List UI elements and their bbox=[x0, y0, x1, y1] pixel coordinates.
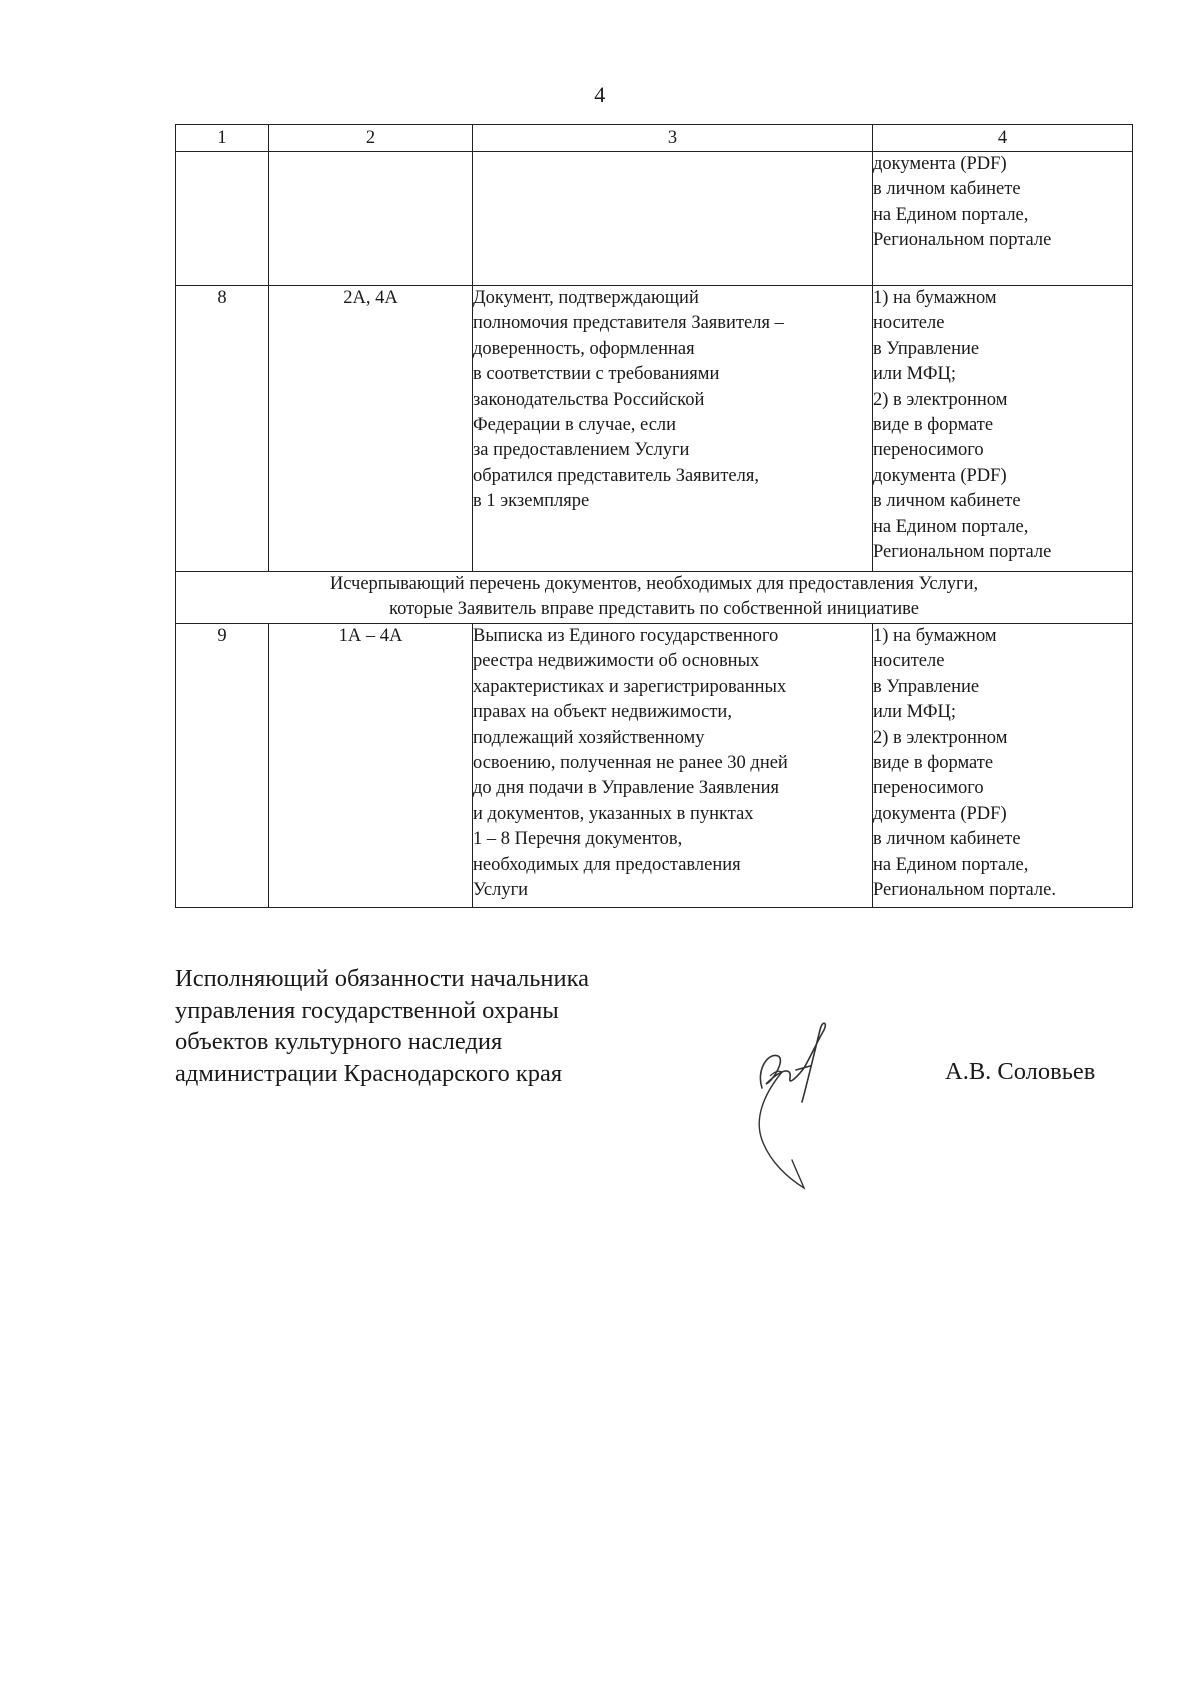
page-number: 4 bbox=[594, 82, 606, 107]
signatory-title-line: управления государственной охраны bbox=[175, 996, 559, 1024]
text-line: подлежащий хозяйственному bbox=[473, 727, 705, 748]
signatory-title-line: Исполняющий обязанности начальника bbox=[175, 965, 589, 992]
text-line: Федерации в случае, если bbox=[473, 415, 677, 436]
text-line: виде в формате bbox=[873, 753, 994, 774]
handwritten-signature bbox=[742, 1010, 862, 1195]
submission-method-cell bbox=[873, 152, 1133, 286]
text-line: реестра недвижимости об основных bbox=[473, 651, 760, 672]
section-header-row bbox=[176, 572, 1133, 624]
text-line: переносимого bbox=[873, 778, 984, 799]
applicant-categories: 1А – 4А bbox=[269, 624, 473, 908]
table-row-8 bbox=[176, 286, 1133, 572]
text-line: 1) на бумажном bbox=[873, 626, 997, 646]
text-line: полномочия представителя Заявителя – bbox=[473, 313, 784, 334]
text-line: до дня подачи в Управление Заявления bbox=[473, 778, 780, 799]
header-col-1: 1 bbox=[176, 125, 269, 152]
row-number: 9 bbox=[176, 624, 269, 908]
text-line: 2) в электронном bbox=[873, 389, 1008, 410]
submission-method-cell bbox=[873, 286, 1133, 572]
header-col-2: 2 bbox=[269, 125, 473, 152]
section-header bbox=[176, 572, 1133, 624]
text-line: в личном кабинете bbox=[873, 491, 1021, 512]
table-header-row bbox=[176, 125, 1133, 152]
header-col-4: 4 bbox=[873, 125, 1133, 152]
text-line: виде в формате bbox=[873, 415, 994, 436]
text-line: Региональном портале. bbox=[873, 880, 1056, 901]
text-line: законодательства Российской bbox=[473, 389, 705, 410]
text-line: или МФЦ; bbox=[873, 702, 956, 723]
text-line: переносимого bbox=[873, 440, 984, 461]
text-line: за предоставлением Услуги bbox=[473, 440, 690, 461]
text-line: в личном кабинете bbox=[873, 829, 1021, 850]
cell-empty bbox=[473, 152, 873, 286]
signatory-title bbox=[175, 963, 589, 1089]
text-line: на Едином портале, bbox=[873, 516, 1029, 537]
submission-method-cell bbox=[873, 624, 1133, 908]
text-line: Региональном портале bbox=[873, 230, 1052, 251]
text-line: в личном кабинете bbox=[873, 179, 1021, 200]
text-line: Документ, подтверждающий bbox=[473, 288, 699, 308]
document-description-cell bbox=[473, 286, 873, 572]
text-line: в Управление bbox=[873, 338, 980, 359]
text-line: характеристиках и зарегистрированных bbox=[473, 676, 787, 697]
text-line: в Управление bbox=[873, 676, 980, 697]
text-line: носителе bbox=[873, 313, 945, 334]
text-line: в 1 экземпляре bbox=[473, 491, 590, 512]
header-col-3: 3 bbox=[473, 125, 873, 152]
text-line: освоению, полученная не ранее 30 дней bbox=[473, 753, 788, 774]
text-line: носителе bbox=[873, 651, 945, 672]
document-description-cell bbox=[473, 624, 873, 908]
table-row-continuation bbox=[176, 152, 1133, 286]
text-line: на Едином портале, bbox=[873, 854, 1029, 875]
documents-table bbox=[175, 124, 1133, 908]
row-number: 8 bbox=[176, 286, 269, 572]
text-line: 2) в электронном bbox=[873, 727, 1008, 748]
text-line: 1) на бумажном bbox=[873, 288, 997, 308]
text-line: и документов, указанных в пунктах bbox=[473, 803, 754, 824]
text-line: Услуги bbox=[473, 880, 529, 901]
text-line: документа (PDF) bbox=[873, 465, 1007, 486]
table-row-9 bbox=[176, 624, 1133, 908]
applicant-categories: 2А, 4А bbox=[269, 286, 473, 572]
text-line: на Едином портале, bbox=[873, 204, 1029, 225]
text-line: обратился представитель Заявителя, bbox=[473, 465, 759, 486]
text-line: правах на объект недвижимости, bbox=[473, 702, 732, 723]
section-header-line: Исчерпывающий перечень документов, необходимых для предоставления Услуги, bbox=[329, 574, 979, 594]
text-line: необходимых для предоставления bbox=[473, 854, 741, 875]
section-header-line: которые Заявитель вправе представить по собственной инициативе bbox=[389, 599, 919, 619]
cell-empty bbox=[176, 152, 269, 286]
text-line: документа (PDF) bbox=[873, 154, 1007, 174]
text-line: в соответствии с требованиями bbox=[473, 364, 720, 385]
text-line: документа (PDF) bbox=[873, 803, 1007, 824]
text-line: 1 – 8 Перечня документов, bbox=[473, 829, 683, 850]
text-line: доверенность, оформленная bbox=[473, 338, 695, 359]
text-line: Региональном портале bbox=[873, 542, 1052, 563]
text-line: Выписка из Единого государственного bbox=[473, 626, 779, 646]
signatory-title-line: администрации Краснодарского края bbox=[175, 1059, 563, 1087]
signatory-name: А.В. Соловьев bbox=[945, 1058, 1096, 1085]
text-line: или МФЦ; bbox=[873, 364, 956, 385]
signatory-title-line: объектов культурного наследия bbox=[175, 1028, 503, 1055]
cell-empty bbox=[269, 152, 473, 286]
